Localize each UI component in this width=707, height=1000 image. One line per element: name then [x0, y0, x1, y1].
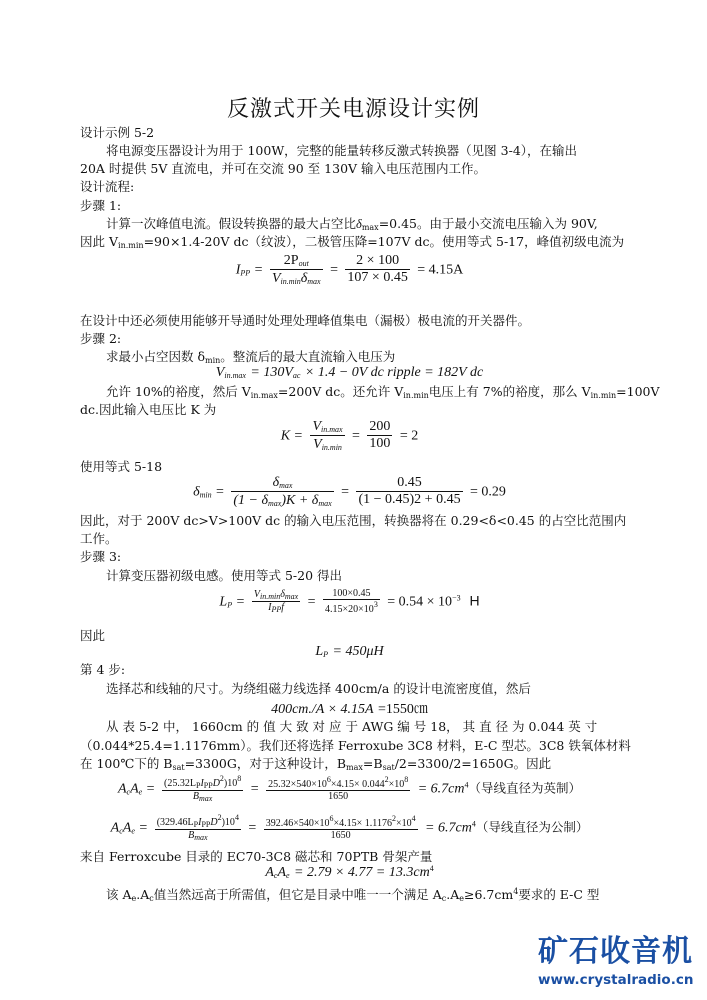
step1-note: 在设计中还必须使用能够开导通时处理处理峰值集电（漏极）极电流的开关器件。	[80, 313, 531, 328]
intro-line-1: 将电源变压器设计为用于 100W，完整的能量转移反激式转换器（见图 3-4），在输出	[106, 143, 578, 158]
equation-acae-catalog: $A_cA_e = 2.79 \times 4.77 = 13.3cm^4$	[265, 864, 434, 880]
use-equation-5-18: 使用等式 5-18	[80, 459, 163, 474]
step2-line-1: 求最小占空因数 $\delta_{min}$。整流后的最大直流输入电压为	[106, 349, 396, 365]
flow-heading: 设计流程:	[80, 179, 135, 194]
step1-line-1: 计算一次峰值电流。假设转换器的最大占空比$\delta_{max}=0.45$。由于最小交流电压输入为 90V,	[106, 216, 598, 232]
crystalradio-watermark-logo	[538, 935, 698, 995]
step4-line-1: 选择芯和线轴的尺寸。为绕组磁力线选择 400cm/a 的设计电流密度值，然后	[106, 681, 531, 696]
step2-conclusion-1: 因此，对于 200V dc>V>100V dc 的输入电压范围，转换器将在 0.29<δ<0.45 的占空比范围内	[80, 513, 627, 528]
equation-vinmax: $V_{in.max} = 130V_{ac} \times 1.4 - 0V$ dc ripple = 182V dc	[215, 365, 484, 380]
equation-k: K = $\frac{V_{in.max}}{V_{in.min}}$ = $\frac{200}{100}$ = 2	[280, 419, 419, 452]
step2-conclusion-2: 工作。	[80, 531, 118, 546]
example-heading: 设计示例 5-2	[80, 125, 155, 140]
step3-line-1: 计算变压器初级电感。使用等式 5-20 得出	[106, 568, 343, 583]
document-title: 反激式开关电源设计实例	[226, 97, 480, 122]
step1-line-2: 因此 $V_{in.min}=90\times 1.4-20V$ dc（纹波），二极管压降=107V dc。使用等式 5-17，峰值初级电流为	[80, 234, 625, 250]
step4-line-2: 从 表 5-2 中， 1660cm 的 值 大 致 对 应 于 AWG 编 号 18， 其 直 径 为 0.044 英 寸	[106, 719, 598, 734]
step4-heading: 第 4 步:	[80, 662, 126, 677]
step4-line-4: 在 100℃下的 $B_{sat}=3300G$，对于这种设计，$B_{max}=B_{sat}/2=3300/2=1650G$。因此	[80, 756, 552, 772]
catalog-line: 来自 Ferroxcube 目录的 EC70-3C8 磁芯和 70PTB 骨架产量	[80, 849, 433, 864]
logo-text: 矿石收音机	[538, 934, 693, 969]
equation-lp-result: $L_P = 450\mu H$	[315, 644, 384, 659]
equation-lp: $L_P$ = $\frac{V_{in.min}\delta_{max}}{I_{PP}f}$ = $\frac{100\times 0.45}{4.15\times 20\times 10^3}$ = $0.54 \times 10^{-3}$ H	[219, 588, 480, 615]
step4-line-3: （0.044*25.4=1.1176mm）。我们还将选择 Ferroxube 3C8 材料，E-C 型芯。3C8 铁氧体材料	[80, 738, 631, 753]
intro-line-2: 20A 时提供 5V 直流电，并可在交流 90 至 130V 输入电压范围内工作。	[80, 161, 487, 176]
equation-ipp: $I_{PP}$ = $\frac{2P_{out}}{V_{in.min}\delta_{max}}$ = $\frac{2 \times 100}{107 \times 0.45}$ = 4.15A	[235, 253, 464, 286]
equation-acae-imperial: $A_cA_e$ = $\frac{(25.32L_PI_{PP}D^2)10^8}{B_{max}}$ = $\frac{25.32\times 540\times 10^6\times 4.15\times 0.044^2\times 10^8}{1650}$ = $6.7cm^4$（导线直径为英制）	[117, 774, 582, 803]
step3-heading: 步骤 3:	[80, 549, 122, 564]
therefore-label: 因此	[80, 628, 106, 643]
equation-acae-metric: $A_cA_e$ = $\frac{(329.46L_PI_{PP}D^2)10^4}{B_{max}}$ = $\frac{392.46\times 540\times 10^6\times 4.15\times 1.1176^2\times 10^4}{1650}$ = $6.7cm^4$（导线直径为公制）	[110, 813, 589, 842]
step4-last-line: 该 $A_e.A_c$值当然远高于所需值，但它是目录中唯一一个满足 $A_c.A_e\ge 6.7cm^4$要求的 E-C 型	[106, 887, 600, 903]
equation-delta-min: $\delta_{min}$ = $\frac{\delta_{max}}{(1 - \delta_{max})K + \delta_{max}}$ = $\frac{0.45}{(1 - 0.45)2 + 0.45}$ = 0.29	[193, 475, 506, 508]
step2-line-2: 允许 10%的裕度，然后 $V_{in.max}=200V$ dc。还允许 $V_{in.min}$电压上有 7%的裕度，那么 $V_{in.min}=100V$	[106, 384, 660, 400]
step1-heading: 步骤 1:	[80, 198, 122, 213]
equation-current-density: 400cm./A × 4.15A =1550㎝	[271, 702, 428, 717]
logo-url: www.crystalradio.cn	[538, 972, 694, 988]
step2-line-3: dc.因此输入电压比 K 为	[80, 402, 217, 417]
step2-heading: 步骤 2:	[80, 331, 122, 346]
